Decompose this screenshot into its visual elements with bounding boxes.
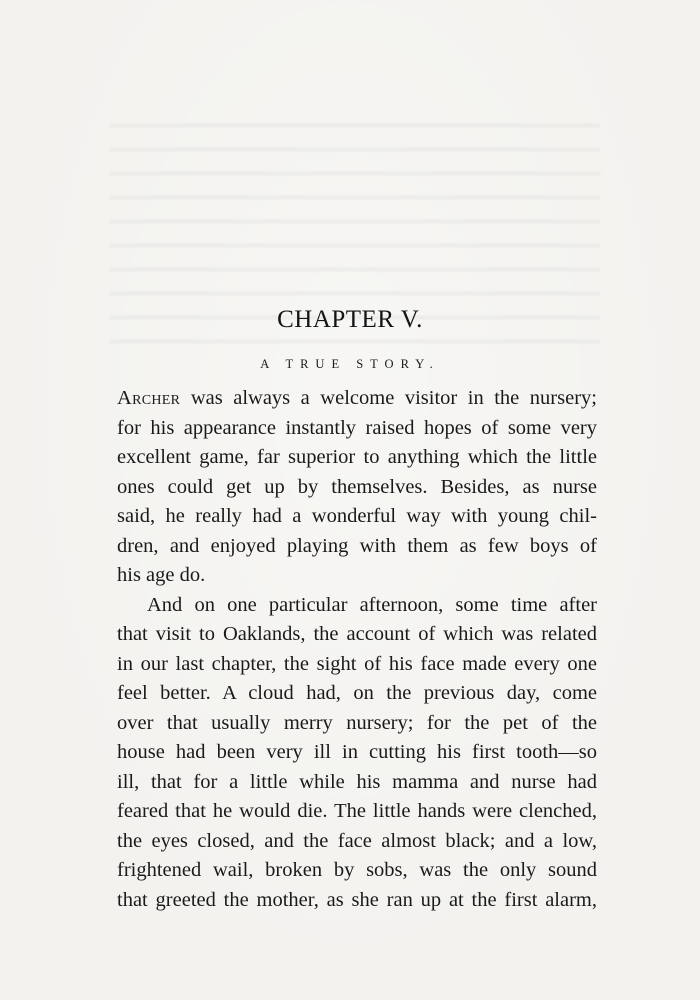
chapter-title: CHAPTER V. [277,306,423,333]
text-line: house had been very ill in cutting his first tooth—so [117,741,597,763]
text-line: And on one particular afternoon, some time after [147,593,597,616]
text-line: said, he really had a wonderful way with young chil- [117,505,597,527]
text-line: that visit to Oaklands, the account of which was related [117,623,597,645]
text-line: excellent game, far superior to anything which the little [117,446,597,468]
text-line [117,384,597,414]
text-line: feel better. A cloud had, on the previous day, come [117,682,597,704]
opening-word: Archer [117,387,181,409]
text-line: ill, that for a little while his mamma and nurse had [117,770,597,793]
chapter-subtitle: A TRUE STORY. [260,357,440,371]
text-line: feared that he would die. The little hands were clenched, [117,800,597,822]
text-line: the eyes closed, and the face almost black; and a low, [117,829,597,852]
text-line: over that usually merry nursery; for the pet of the [117,711,597,734]
text-line: his age do. [117,564,206,586]
text-line: ones could get up by themselves. Besides, as nurse [117,475,597,498]
text-line: dren, and enjoyed playing with them as few boys of [117,534,597,557]
text-line: in our last chapter, the sight of his face made every one [117,652,597,675]
text-line: for his appearance instantly raised hopes of some very [117,416,597,439]
text-line-content: was always a welcome visitor in the nursery; [180,387,597,409]
body-text [117,384,597,915]
text-line: that greeted the mother, as she ran up at the first alarm, [117,888,597,911]
text-line: frightened wail, broken by sobs, was the only sound [117,859,597,881]
